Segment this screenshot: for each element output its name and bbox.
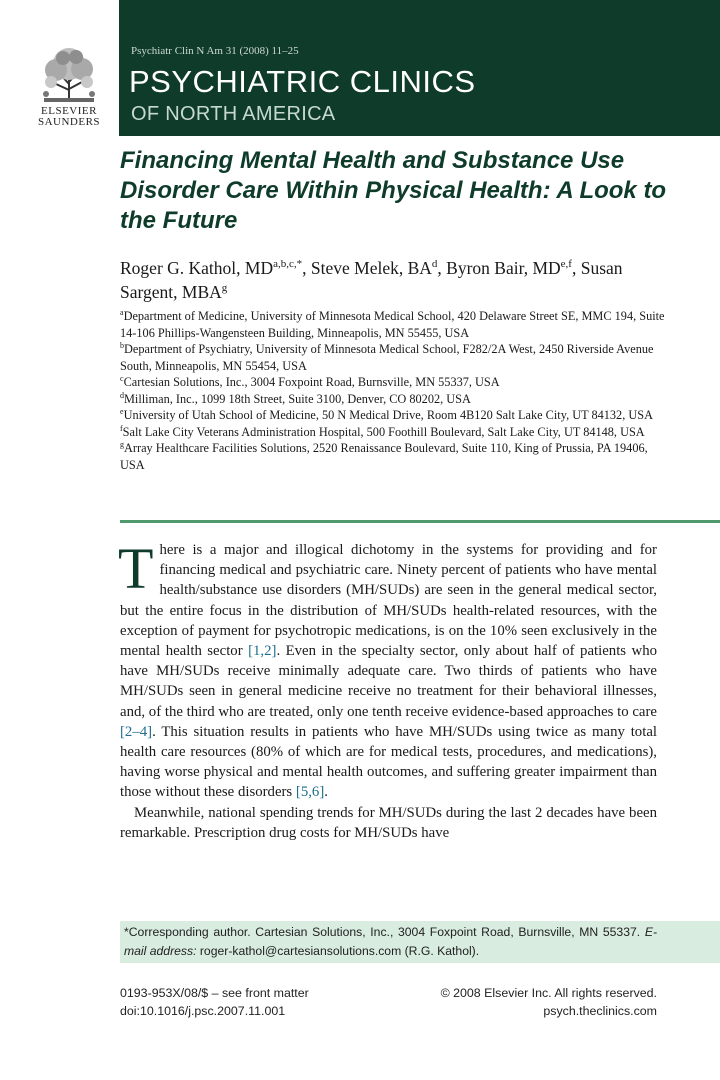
body-paragraph: Meanwhile, national spending trends for MH/SUDs during the last 2 decades have been remarkable. Prescription drug costs for MH/SUDs have (120, 804, 657, 841)
copyright-line: © 2008 Elsevier Inc. All rights reserved. (440, 986, 657, 1000)
journal-website: psych.theclinics.com (543, 1003, 657, 1018)
citation-link[interactable]: [5,6] (295, 784, 325, 801)
author-separator: , (437, 258, 447, 278)
author-affiliation-marker: e,f (560, 258, 572, 271)
section-divider (120, 520, 720, 523)
drop-cap: T (118, 536, 154, 601)
journal-title: PSYCHIATRIC CLINICS (129, 64, 476, 99)
journal-banner (119, 0, 720, 136)
affiliation-text: Milliman, Inc., 1099 18th Street, Suite 3100, Denver, CO 80202, USA (124, 391, 471, 406)
affiliation-c (120, 374, 665, 391)
affiliation-text: Department of Psychiatry, University of Minnesota Medical School, F282/2A West, 2450 Riverside Avenue South, Minneapolis, MN 55454, USA (120, 342, 654, 373)
affiliation-b (120, 341, 665, 374)
affiliation-text: Salt Lake City Veterans Administration Hospital, 500 Foothill Boulevard, Salt Lake City, UT 84148, USA (122, 424, 645, 439)
corresponding-author-note (120, 921, 720, 963)
author-name: Steve Melek, BA (310, 258, 432, 278)
affiliation-marker: g (120, 440, 124, 450)
affiliation-text: Cartesian Solutions, Inc., 3004 Foxpoint Road, Burnsville, MN 55337, USA (123, 375, 500, 390)
affiliation-f (120, 424, 665, 441)
affiliation-marker: b (120, 341, 124, 350)
affiliation-text: Department of Medicine, University of Minnesota Medical School, 420 Delaware Street SE, MMC 194, Suite 14-106 Phillips-Wangensteen Building, Minneapolis, MN 55455, USA (120, 309, 665, 340)
email-address: roger-kathol@cartesiansolutions.com (R.G. Kathol). (196, 943, 480, 958)
body-text: . This situation results in patients who have MH/SUDs using twice as many total health care resources (80% of which are for medical tests, procedures, and medications), having worse physical and mental health outcomes, and suffering greater impairment than those without these disorders (120, 723, 657, 801)
author-affiliation-marker: d (431, 258, 438, 271)
elsevier-tree-emblem (36, 44, 102, 106)
footnote-prefix: *Corresponding author. Cartesian Solutions, Inc., 3004 Foxpoint Road, Burnsville, MN 55337. (124, 925, 645, 939)
affiliation-e (120, 407, 665, 424)
journal-citation: Psychiatr Clin N Am 31 (2008) 11–25 (131, 45, 299, 57)
affiliation-text: Array Healthcare Facilities Solutions, 2520 Renaissance Boulevard, Suite 110, King of Prussia, PA 19406, USA (120, 441, 648, 472)
affiliation-marker: a (120, 307, 124, 317)
journal-subtitle: OF NORTH AMERICA (131, 103, 336, 125)
footer-right (441, 985, 657, 1020)
author-name: Roger G. Kathol, MD (120, 258, 274, 278)
author-affiliation-marker: g (221, 282, 228, 295)
author-name: Byron Bair, MD (446, 258, 561, 278)
affiliation-a (120, 308, 665, 341)
article-body (118, 536, 657, 843)
email-label: E-mail address: (124, 925, 657, 958)
affiliation-text: University of Utah School of Medicine, 50 N Medical Drive, Room 4B120 Salt Lake City, UT 84132, USA (123, 408, 653, 423)
affiliations (120, 308, 665, 473)
article-title: Financing Mental Health and Substance Use Disorder Care Within Physical Health: A Look to the Future (120, 147, 667, 234)
citation-link[interactable]: [2–4] (120, 723, 153, 740)
citation-link[interactable]: [1,2] (248, 643, 277, 660)
affiliation-g (120, 440, 665, 473)
doi-line: doi:10.1016/j.psc.2007.11.001 (120, 1003, 286, 1018)
author-name: Susan Sargent, MBA (120, 258, 623, 302)
body-text: . Even in the specialty sector, only about half of patients who have MH/SUDs receive minimally adequate care. Two thirds of patients who have MH/SUDs seen in general medicine receive no treatment for their behavioral illnesses, and, of the third who are treated, only one tenth receive evidence-based approaches to care (120, 643, 657, 720)
affiliation-marker: c (120, 374, 124, 384)
footer-left (120, 985, 309, 1020)
footnote-text (124, 923, 657, 960)
body-text: . (324, 784, 328, 801)
affiliation-marker: e (120, 407, 124, 417)
body-text: here is a major and illogical dichotomy in the systems for providing and for financing medical and psychiatric care. Ninety percent of patients who have mental health/substance use disorders (MH/SUDs) are seen in the general medical sector, but the entire focus in the distribution of MH/SUDs health-related resources, with the exception of payment for psychotropic medications, is on the 10% seen exclusively in the mental health sector (120, 542, 657, 660)
publisher-name: ELSEVIER (41, 105, 97, 117)
author-separator: , (302, 258, 311, 278)
affiliation-marker: f (120, 423, 123, 433)
affiliation-d (120, 391, 665, 408)
author-separator: , (571, 258, 581, 278)
author-affiliation-marker: a,b,c,* (273, 258, 303, 271)
publisher-imprint: SAUNDERS (37, 116, 101, 128)
affiliation-marker: d (120, 390, 124, 400)
body-paragraph (118, 536, 657, 803)
author-list (120, 256, 680, 304)
issn-line: 0193-953X/08/$ – see front matter (120, 986, 309, 1000)
elsevier-logo (30, 44, 108, 136)
